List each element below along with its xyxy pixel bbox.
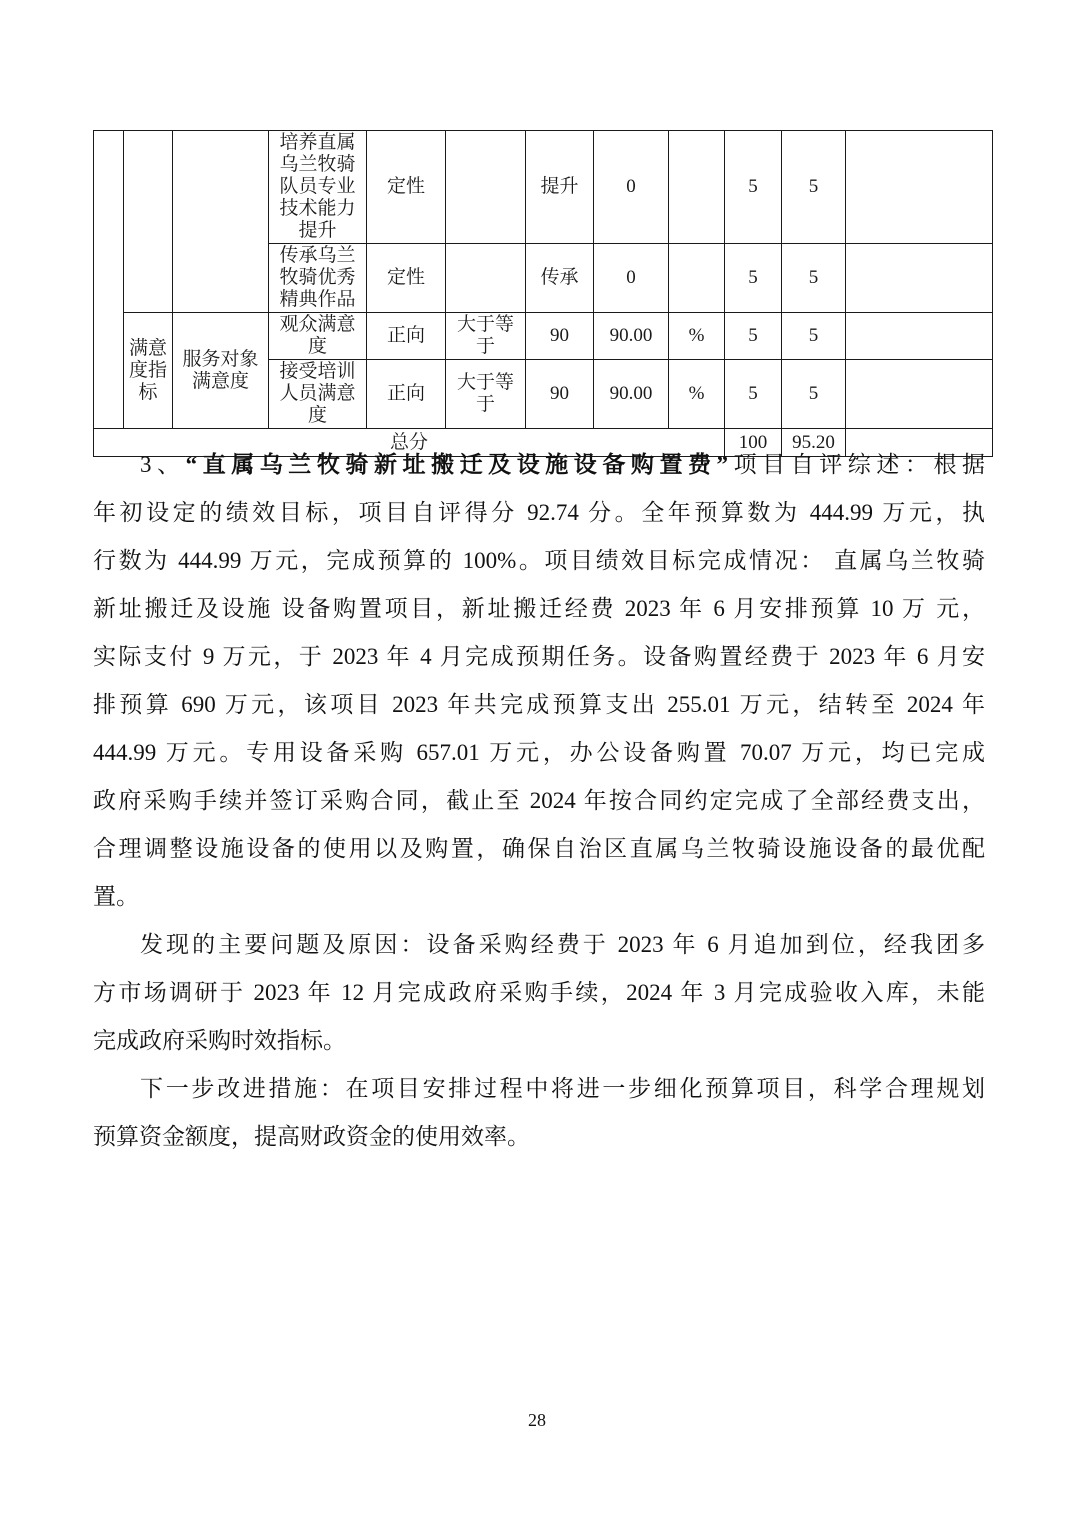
paragraph-3-line: 下一步改进措施：在项目安排过程中将进一步细化预算项目，科学合理规划 <box>140 1076 985 1101</box>
paragraph-1-line-1 <box>93 441 985 489</box>
paragraph-1-line: 实际支付 9 万元，于 2023 年 4 月完成预期任务。设备购置经费于 2023 年 6 月安 <box>93 644 985 669</box>
paragraph-2-line: 方市场调研于 2023 年 12 月完成政府采购手续，2024 年 3 月完成验收入库，未能 <box>93 980 986 1005</box>
cell-nature: 正向 <box>367 360 446 429</box>
cell-target: 90 <box>526 313 594 360</box>
cell-weight: 5 <box>725 244 782 313</box>
paragraph-1-line: 行数为 444.99 万元，完成预算的 100%。项目绩效目标完成情况： 直属乌兰牧骑 <box>93 548 985 573</box>
cell-indicator: 观众满意度 <box>269 313 367 360</box>
cell-criterion <box>446 131 526 244</box>
cell-actual: 0 <box>594 244 669 313</box>
cell-weight: 5 <box>725 131 782 244</box>
cell-indicator: 传承乌兰牧骑优秀精典作品 <box>269 244 367 313</box>
table-cell-empty <box>846 313 993 360</box>
cell-total-score: 95.20 <box>782 429 846 457</box>
cell-unit: % <box>669 360 725 429</box>
table-cell-empty <box>846 244 993 313</box>
cell-total-weight: 100 <box>725 429 782 457</box>
cell-criterion: 大于等于 <box>446 360 526 429</box>
text-run: 3、 <box>140 452 186 477</box>
cell-nature: 正向 <box>367 313 446 360</box>
page-number: 28 <box>528 1410 546 1430</box>
paragraph-2-line: 完成政府采购时效指标。 <box>93 1028 346 1053</box>
cell-actual: 90.00 <box>594 360 669 429</box>
cell-group-header: 满意度指标 <box>124 313 173 429</box>
cell-weight: 5 <box>725 313 782 360</box>
cell-indicator: 接受培训人员满意度 <box>269 360 367 429</box>
cell-nature: 定性 <box>367 244 446 313</box>
cell-unit: % <box>669 313 725 360</box>
table-cell-empty <box>173 131 269 313</box>
cell-score: 5 <box>782 313 846 360</box>
paragraph-1-line: 政府采购手续并签订采购合同，截止至 2024 年按合同约定完成了全部经费支出， <box>93 788 985 813</box>
cell-target: 传承 <box>526 244 594 313</box>
cell-criterion <box>446 244 526 313</box>
paragraph-1-line: 444.99 万元。专用设备采购 657.01 万元，办公设备购置 70.07 万元，均已完成 <box>93 740 985 765</box>
cell-target: 90 <box>526 360 594 429</box>
paragraph-1-line: 年初设定的绩效目标，项目自评得分 92.74 分。全年预算数为 444.99 万元，执 <box>93 500 986 525</box>
paragraph-2-line: 发现的主要问题及原因：设备采购经费于 2023 年 6 月追加到位，经我团多 <box>140 932 985 957</box>
paragraph-1-line: 新址搬迁及设施 设备购置项目，新址搬迁经费 2023 年 6 月安排预算 10 万 元， <box>93 596 985 621</box>
table-cell-empty <box>846 360 993 429</box>
cell-total-label: 总分 <box>94 429 725 457</box>
cell-target: 提升 <box>526 131 594 244</box>
cell-weight: 5 <box>725 360 782 429</box>
cell-actual: 90.00 <box>594 313 669 360</box>
table-cell-empty <box>94 131 124 429</box>
cell-unit <box>669 131 725 244</box>
cell-nature: 定性 <box>367 131 446 244</box>
cell-unit <box>669 244 725 313</box>
table-row <box>94 313 993 360</box>
performance-indicator-table <box>93 130 993 457</box>
body-text <box>93 441 985 1161</box>
table-cell-empty <box>846 131 993 244</box>
cell-score: 5 <box>782 360 846 429</box>
paragraph-1-line: 排预算 690 万元，该项目 2023 年共完成预算支出 255.01 万元，结转至 2024 年 <box>93 692 985 717</box>
cell-score: 5 <box>782 244 846 313</box>
paragraph-3-line: 预算资金额度，提高财政资金的使用效率。 <box>93 1124 530 1149</box>
table-row <box>94 131 993 244</box>
table-cell-empty <box>124 131 173 313</box>
cell-indicator: 培养直属乌兰牧骑队员专业技术能力提升 <box>269 131 367 244</box>
cell-score: 5 <box>782 131 846 244</box>
cell-actual: 0 <box>594 131 669 244</box>
paragraph-1-line: 置。 <box>93 884 139 909</box>
cell-subgroup-header: 服务对象满意度 <box>173 313 269 429</box>
text-run: 项目自评综述：根据 <box>728 452 986 477</box>
paragraph-1-line: 合理调整设施设备的使用以及购置，确保自治区直属乌兰牧骑设施设备的最优配 <box>93 836 985 861</box>
project-name-bold: “直属乌兰牧骑新址搬迁及设施设备购置费” <box>185 452 729 477</box>
cell-criterion: 大于等于 <box>446 313 526 360</box>
